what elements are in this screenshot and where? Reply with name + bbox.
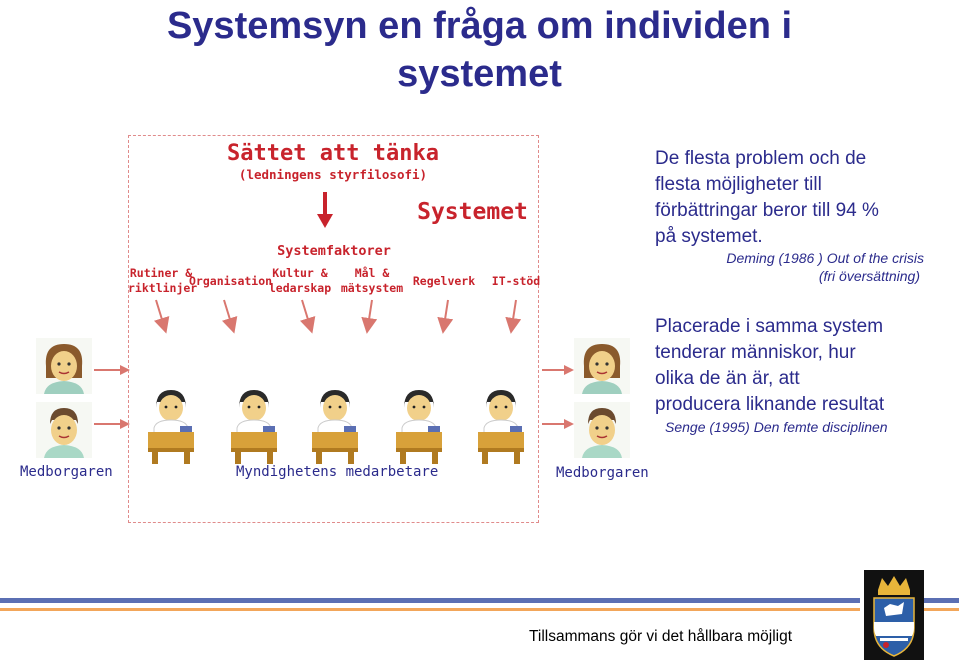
factor-itstod	[486, 274, 546, 289]
factor-mal-line1: Mål &	[354, 266, 390, 280]
quote-senge	[655, 314, 955, 418]
page-title-line2: systemet	[397, 53, 562, 95]
worker-icon-1	[144, 388, 198, 464]
quote-deming	[655, 146, 955, 250]
citizen-left-arrows	[90, 360, 134, 440]
quote-senge-cite: Senge (1995) Den femte disciplinen	[665, 419, 888, 435]
factor-kultur-line1: Kultur &	[272, 266, 328, 280]
factor-mal	[334, 266, 410, 296]
quote-senge-line4: producera liknande resultat	[655, 394, 885, 415]
quote-senge-line1: Placerade i samma system	[655, 316, 884, 337]
systemfaktorer-heading: Systemfaktorer	[277, 243, 391, 259]
factor-rutiner	[128, 266, 198, 296]
sattet-att-tanka-subheading: (ledningens styrfilosofi)	[238, 167, 428, 182]
factor-kultur-line2: ledarskap	[268, 281, 332, 295]
arrow-kultur	[302, 300, 310, 326]
arrow-regelverk	[444, 300, 448, 326]
citizen-man-icon	[36, 402, 92, 458]
worker-icon-5	[474, 388, 528, 464]
sattet-att-tanka-heading: Sättet att tänka	[227, 141, 439, 166]
worker-icon-3	[308, 388, 362, 464]
arrow-rutiner	[156, 300, 164, 326]
down-arrow-icon	[315, 190, 335, 230]
footer-slogan: Tillsammans gör vi det hållbara möjligt	[529, 628, 793, 645]
citizen-right-arrows	[538, 360, 578, 440]
quote-deming-cite1: Deming (1986 ) Out of the crisis	[726, 250, 924, 266]
factor-kultur	[266, 266, 334, 296]
medborgaren-left-label: Medborgaren	[20, 464, 113, 480]
factor-organisation-line1: Organisation	[189, 274, 273, 288]
quote-senge-line2: tenderar människor, hur	[655, 342, 856, 363]
footer-band-orange-right	[924, 608, 959, 611]
citizen-man-right-icon	[574, 402, 630, 458]
quote-deming-line3: förbättringar beror till 94 %	[655, 200, 879, 221]
page-title-line1: Systemsyn en fråga om individen i	[166, 5, 793, 47]
systemet-heading: Systemet	[417, 199, 528, 225]
quote-deming-cite2: (fri översättning)	[818, 268, 920, 284]
factor-itstod-line1: IT-stöd	[491, 274, 541, 288]
quote-deming-line2: flesta möjligheter till	[655, 174, 822, 195]
coat-of-arms-logo	[864, 570, 924, 660]
footer-band-orange	[0, 608, 860, 611]
footer-band-blue	[0, 598, 860, 603]
arrow-mal	[368, 300, 372, 326]
citizen-woman-icon	[36, 338, 92, 394]
arrow-itstod	[512, 300, 516, 326]
factor-rutiner-line1: Rutiner &	[129, 266, 193, 280]
worker-icon-4	[392, 388, 446, 464]
medborgaren-right-label: Medborgaren	[556, 465, 649, 481]
factor-regelverk-line1: Regelverk	[412, 274, 476, 288]
factor-mal-line2: mätsystem	[340, 281, 404, 295]
myndighetens-medarbetare-label: Myndighetens medarbetare	[236, 464, 439, 480]
factor-rutiner-line2: riktlinjer	[128, 281, 198, 295]
quote-senge-line3: olika de än är, att	[655, 368, 800, 389]
citizen-woman-right-icon	[574, 338, 630, 394]
factor-arrows	[128, 296, 548, 336]
factor-organisation	[189, 274, 273, 289]
quote-deming-line1: De flesta problem och de	[655, 148, 867, 169]
quote-deming-line4: på systemet.	[655, 226, 763, 247]
arrow-organisation	[224, 300, 232, 326]
worker-icon-2	[227, 388, 281, 464]
footer-band-blue-right	[924, 598, 959, 603]
factor-regelverk	[410, 274, 478, 289]
